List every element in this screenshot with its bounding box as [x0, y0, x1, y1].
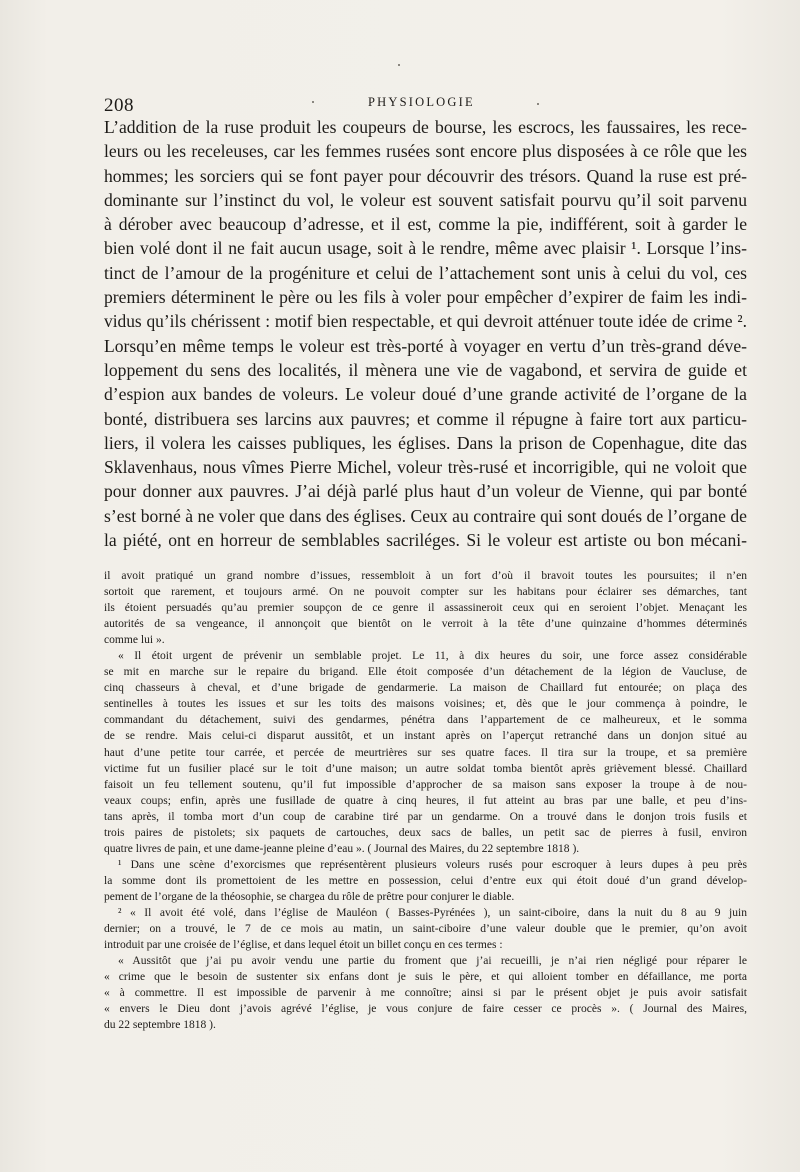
footnote-line: la somme dont ils promettoient de les mettre en possession, celui d’entre eux qui étoit doué d’un grand dévelop-	[104, 874, 747, 887]
footnote-line: il avoit pratiqué un grand nombre d’issues, ressembloit à un fort d’où il bravoit toutes les poursuites; il n’en	[104, 570, 747, 582]
footnote-line: « Il étoit urgent de prévenir un semblable projet. Le 11, à dix heures du soir, une force assez considérable	[118, 650, 747, 663]
main-text	[104, 115, 747, 552]
body-line: premiers déterminent le père ou les fils à voler pour empêcher d’expirer de faim les indi-	[104, 287, 747, 308]
paper-speck	[398, 64, 400, 66]
footnote-line: « crime que le besoin de sustenter six enfans dont je suis le père, et qui alloient tomber en défaillance, me porta	[104, 971, 747, 984]
body-line: s’est borné à ne voler que dans des églises. Ceux au contraire qui sont doués de l’organe de	[104, 505, 747, 526]
footnote-line: ¹ Dans une scène d’exorcismes que représentèrent plusieurs voleurs rusés pour escroquer à leurs dupes à peu près	[118, 858, 747, 871]
footnote-line: commandant du détachement, suivi des gendarmes, pénétra dans l’appartement de ce malheureux, et le somma	[104, 714, 747, 727]
running-head: PHYSIOLOGIE	[368, 95, 475, 109]
footnote-line: victime fut un fusilier placé sur le toit d’une maison; un autre soldat tomba bientôt après grièvement blessé. Chaillard	[104, 762, 747, 775]
paper-speck	[312, 101, 314, 103]
page-number: 208	[104, 95, 134, 116]
footnote-line: sentinelles à toutes les issues et sur les toits des maisons voisines; et, dès que le jour commença à poindre, le	[104, 698, 747, 711]
footnote-line: quatre livres de pain, et une dame-jeanne pleine d’eau ». ( Journal des Maires, du 22 septembre 1818 ).	[104, 842, 580, 855]
body-line: la piété, ont en horreur de semblables sacriléges. Si le voleur est artiste ou bon mécani-	[104, 530, 747, 551]
body-line: Sklavenhaus, nous vîmes Pierre Michel, voleur très-rusé et incorrigible, qui ne voloit que	[104, 457, 747, 478]
footnote-line: haut d’une petite tour carrée, et percée de meurtrières sur ses quatre faces. Il tira sur la troupe, et sa première	[104, 746, 747, 759]
body-line: loppement du sens des localités, il mènera une vie de vagabond, et servira de guide et	[104, 359, 747, 380]
body-line: d’espion aux bandes de voleurs. Le voleur doué d’une grande activité de l’organe de la	[104, 384, 747, 405]
body-line: hommes; les sorciers qui se font payer pour découvrir des trésors. Quand la ruse est pré-	[104, 165, 747, 186]
footnote-line: « Aussitôt que j’ai pu avoir vendu une partie du froment que j’ai recueilli, je n’ai rien négligé pour réparer le	[118, 955, 747, 968]
body-line: bien volé dont il ne fait aucun usage, soit à le rendre, même avec plaisir ¹. Lorsque l’ins-	[104, 238, 747, 259]
page-header	[104, 95, 744, 117]
body-line: vidus qu’ils chérissent : motif bien respectable, et qui devroit atténuer toute idée de crime ².	[104, 311, 747, 332]
footnote-line: sortoit que rarement, et toujours armé. On ne pouvoit compter sur les habitans pour éclairer ses démarches, tant	[104, 586, 747, 599]
body-line: à dérober avec beaucoup d’adresse, et il est, comme la pie, indifférent, soit à garder le	[104, 214, 747, 235]
body-line: Lorsqu’en même temps le voleur est très-porté à voyager en vertu d’un très-grand déve-	[104, 335, 747, 356]
footnote-line: de se rendre. Mais celui-ci disparut aussitôt, et un instant après on l’aperçut retranché dans un donjon situé au	[104, 730, 747, 743]
footnote-line: introduit par une croisée de l’église, et dans lequel étoit un billet conçu en ces termes :	[104, 939, 503, 952]
body-line: tinct de l’amour de la progéniture et celui de l’attachement sont unis à celui du vol, ces	[104, 262, 747, 283]
body-line: bonté, distribuera ses larcins aux pauvres; et comme il répugne à faire tort aux particu-	[104, 408, 747, 429]
footnote-line: tans après, il tomba mort d’un coup de carabine tiré par un gendarme. On a trouvé dans le donjon trois fusils et	[104, 810, 747, 823]
body-line: pour donner aux pauvres. J’ai déjà parlé plus haut d’un voleur de Vienne, qui par bonté	[104, 481, 747, 502]
paper-speck	[537, 103, 539, 105]
footnotes	[104, 568, 747, 1033]
body-line: leurs ou les receleuses, car les femmes rusées sont encore plus disposées à ce rôle que les	[104, 141, 747, 162]
footnote-line: « envers le Dieu dont j’avois agrévé l’église, je vous conjure de faire cesser ce procès ». ( Journal des Maires,	[104, 1003, 747, 1016]
footnote-line: veaux coups; enfin, après une fusillade de quatre à cinq heures, il fut atteint au bras par une balle, et peu d’ins-	[104, 794, 747, 807]
footnote-line: cinq chasseurs à cheval, et d’une brigade de gendarmerie. La maison de Chaillard fut entourée; on plaça des	[104, 682, 747, 695]
footnote-line: du 22 septembre 1818 ).	[104, 1019, 216, 1032]
body-line: dominante sur l’instinct du vol, le voleur est souvent satisfait pourvu qu’il soit parvenu	[104, 189, 747, 210]
footnote-line: dernier; on a trouvé, le 7 de ce mois au matin, un saint-ciboire d’une valeur double que le premier, qu’on avoit	[104, 923, 747, 936]
footnote-line: autorités de sa vengeance, il annonçoit que bientôt on le verroit à la tête d’une quinzaine d’hommes déterminés	[104, 618, 747, 631]
body-line: L’addition de la ruse produit les coupeurs de bourse, les escrocs, les faussaires, les rece-	[104, 117, 747, 137]
footnote-line: ² « Il avoit été volé, dans l’église de Mauléon ( Basses-Pyrénées ), un saint-ciboire, dans la nuit du 8 au 9 juin	[118, 906, 747, 919]
footnote-line: « à commettre. Il est impossible de parvenir à me connoître; ainsi si par le présent objet je puis avoir satisfait	[104, 987, 747, 1000]
footnote-line: pement de l’organe de la théosophie, se chargea du rôle de prêtre pour conjurer le diable.	[104, 890, 515, 903]
footnote-line: comme lui ».	[104, 634, 165, 647]
footnote-line: se mit en marche sur le repaire du brigand. Elle étoit composée d’un détachement de la légion de Vaucluse, de	[104, 666, 747, 679]
footnote-line: ils étoient persuadés qu’au premier soupçon de ce genre il assassineroit ceux qui en seroient l’objet. Menaçant les	[104, 602, 747, 615]
footnote-line: faisoit un feu tellement soutenu, qu’il fut impossible d’approcher de sa maison sans exposer la troupe à de nou-	[104, 778, 747, 791]
body-line: liers, il volera les caisses publiques, les églises. Dans la prison de Copenhague, dite das	[104, 432, 747, 453]
footnote-line: trois paires de pistolets; six paquets de cartouches, deux sacs de balles, un petit sac de pierres à fusil, environ	[104, 826, 747, 839]
